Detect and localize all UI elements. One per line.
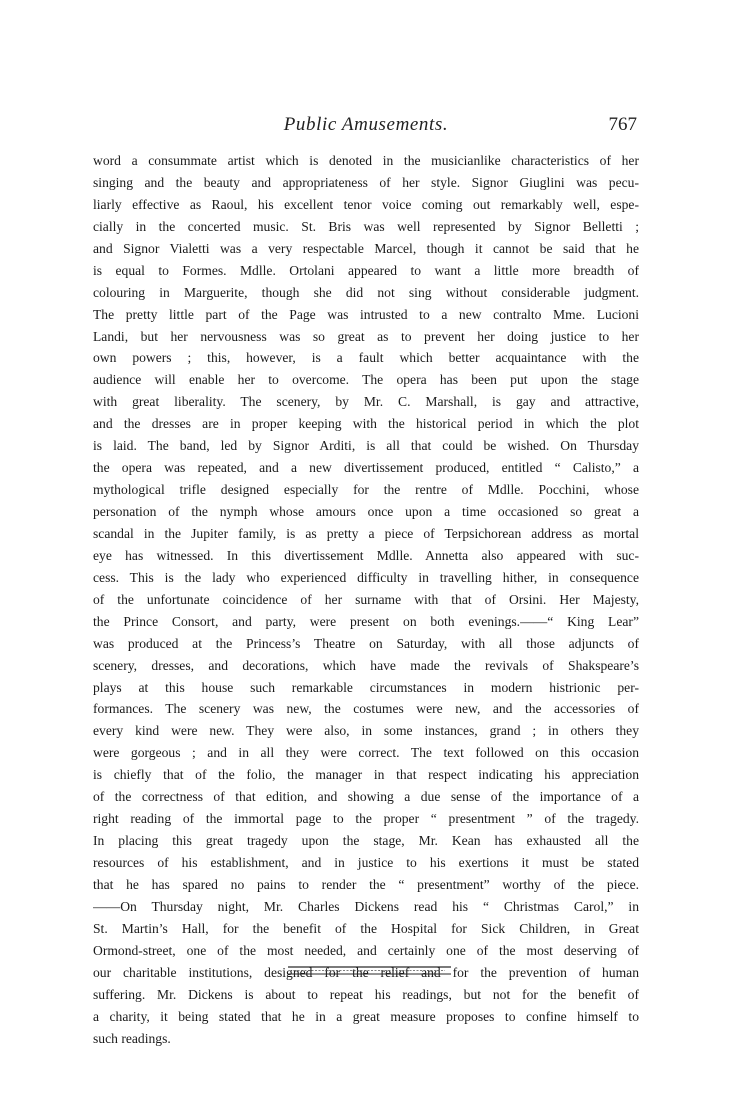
text-line: Ormond-street, one of the most needed, and certainly one of the most deserving of	[93, 942, 639, 958]
page-number: 767	[608, 114, 637, 135]
text-line: cess. This is the lady who experienced difficulty in travelling hither, in consequence	[93, 569, 639, 585]
text-line: personation of the nymph whose amours once upon a time occasioned so great a	[93, 504, 639, 519]
text-line: ——On Thursday night, Mr. Charles Dickens read his “ Christmas Carol,” in	[93, 898, 639, 914]
text-line: plays at this house such remarkable circumstances in modern histrionic per-	[93, 679, 639, 695]
running-title: Public Amusements.	[283, 114, 449, 135]
text-line: the opera was repeated, and a new divertissement produced, entitled “ Calisto,” a	[93, 460, 639, 476]
text-line: of the unfortunate coincidence of her surname with that of Orsini. Her Majesty,	[93, 591, 639, 607]
text-line: cially in the concerted music. St. Bris was well represented by Signor Belletti ;	[93, 218, 639, 234]
text-line: of the correctness of that edition, and showing a due sense of the importance of a	[93, 789, 639, 805]
text-line: The pretty little part of the Page was intrusted to a new contralto Mme. Lucioni	[93, 306, 639, 322]
text-line: is chiefly that of the folio, the manager in that respect indicating his appreciation	[93, 767, 639, 783]
text-line: formances. The scenery was new, the costumes were new, and the accessories of	[93, 701, 639, 717]
text-line: St. Martin’s Hall, for the benefit of the Hospital for Sick Children, in Great	[93, 920, 639, 936]
text-line: with great liberality. The scenery, by Mr. C. Marshall, is gay and attractive,	[93, 394, 639, 410]
text-line: eye has witnessed. In this divertissement Mdlle. Annetta also appeared with suc-	[93, 547, 639, 563]
running-head	[93, 114, 639, 140]
text-line: and the dresses are in proper keeping with the historical period in which the plot	[93, 416, 639, 432]
text-line: our charitable institutions, designed for the relief and for the prevention of human	[93, 964, 639, 980]
text-line: word a consummate artist which is denoted in the musicianlike characteristics of her	[93, 153, 639, 168]
text-line: resources of his establishment, and in justice to his exertions it must be stated	[93, 855, 639, 870]
text-line: is equal to Formes. Mdlle. Ortolani appeared to want a little more breadth of	[93, 262, 639, 278]
text-line: were gorgeous ; and in all they were correct. The text followed on this occasion	[93, 745, 639, 761]
text-line: suffering. Mr. Dickens is about to repeat his readings, but not for the benefit of	[93, 986, 639, 1002]
text-line: Landi, but her nervousness was so great as to prevent her doing justice to her	[93, 328, 639, 344]
text-line: In placing this great tragedy upon the stage, Mr. Kean has exhausted all the	[93, 833, 639, 849]
text-line: audience will enable her to overcome. The opera has been put upon the stage	[93, 372, 639, 388]
text-line: singing and the beauty and appropriateness of her style. Signor Giuglini was pecu-	[93, 174, 639, 190]
text-line: that he has spared no pains to render the “ presentment” worthy of the piece.	[93, 876, 639, 892]
text-line: own powers ; this, however, is a fault which better acquaintance with the	[93, 350, 639, 366]
text-line: was produced at the Princess’s Theatre on Saturday, with all those adjuncts of	[93, 635, 639, 651]
text-line: right reading of the immortal page to the proper “ presentment ” of the tragedy.	[93, 811, 639, 827]
section-end-rule	[286, 964, 453, 976]
text-line: liarly effective as Raoul, his excellent tenor voice coming out remarkably well, espe-	[93, 196, 639, 212]
text-line: mythological trifle designed especially for the rentre of Mdlle. Pocchini, whose	[93, 482, 639, 498]
text-line: a charity, it being stated that he in a great measure proposes to confine himself to	[93, 1008, 639, 1024]
text-line: is laid. The band, led by Signor Arditi, is all that could be wished. On Thursday	[93, 438, 639, 454]
article-body	[93, 150, 639, 1049]
text-line: colouring in Marguerite, though she did not sing without considerable judgment.	[93, 284, 639, 300]
text-line: scenery, dresses, and decorations, which have made the revivals of Shakspeare’s	[93, 657, 639, 673]
text-line: the Prince Consort, and party, were present on both evenings.——“ King Lear”	[93, 613, 639, 629]
text-line: scandal in the Jupiter family, is as pretty a piece of Terpsichorean address as mortal	[93, 525, 639, 541]
text-line: every kind were new. They were also, in some instances, grand ; in others they	[93, 723, 639, 739]
text-line: and Signor Vialetti was a very respectable Marcel, though it cannot be said that he	[93, 240, 639, 256]
text-line-last: such readings.	[93, 1030, 171, 1046]
